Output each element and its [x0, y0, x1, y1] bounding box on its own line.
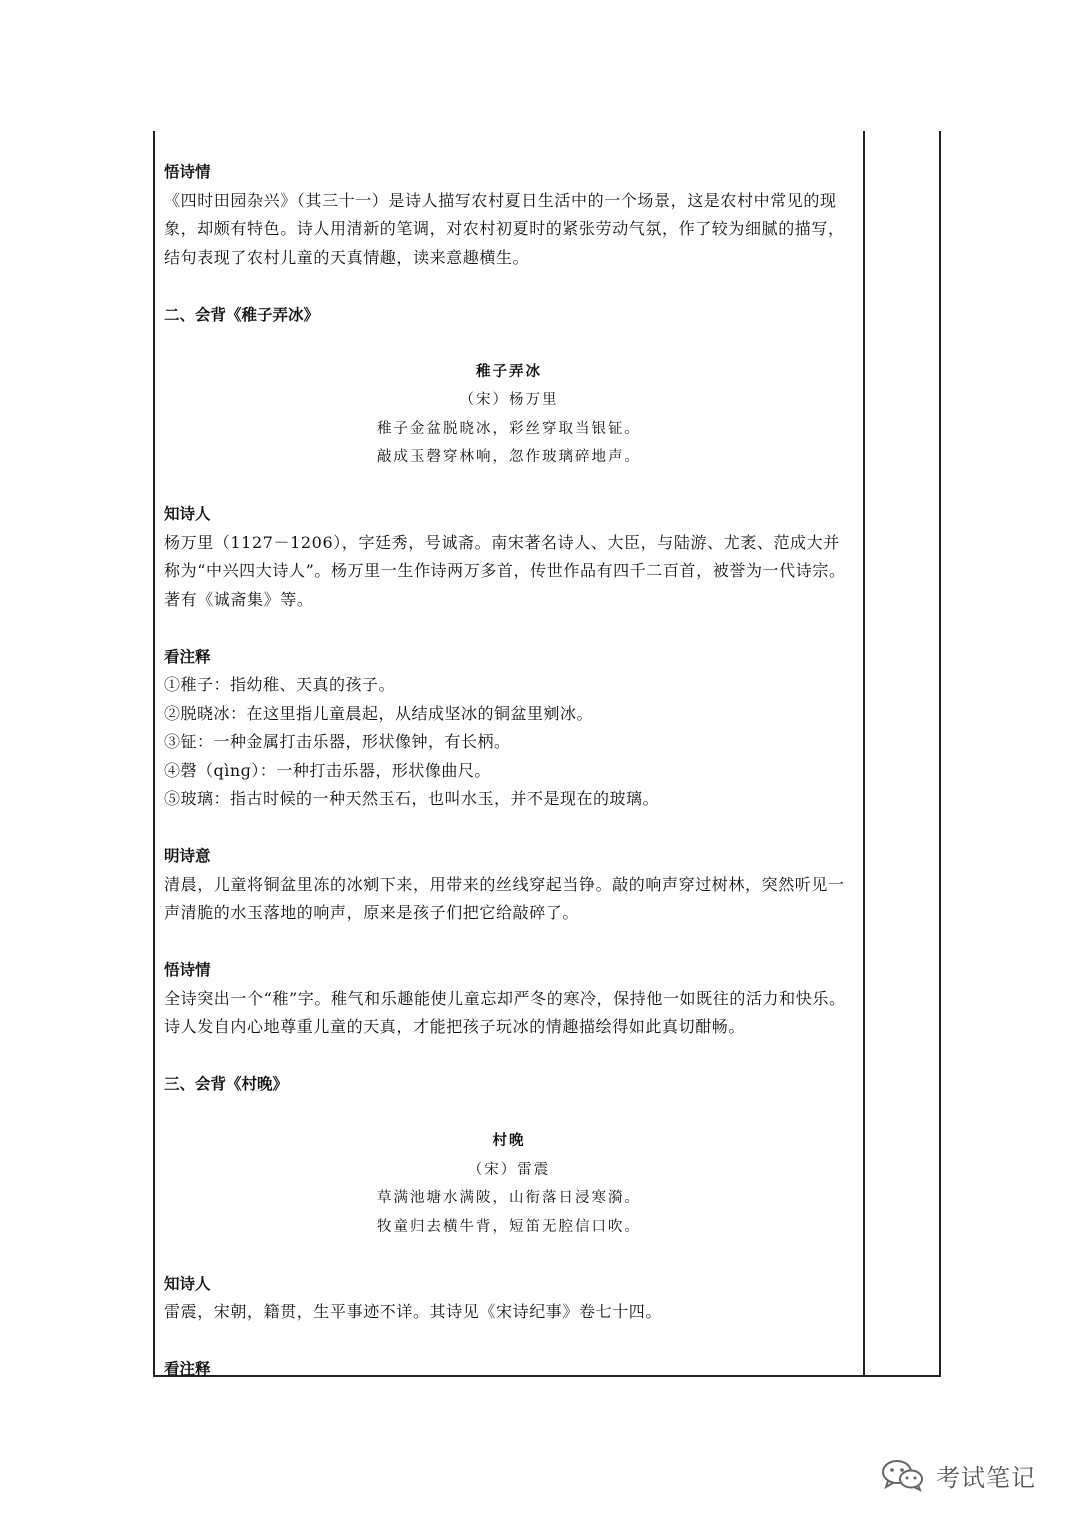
poem-block — [164, 1127, 854, 1241]
section-heading: 明诗意 — [164, 847, 211, 865]
section-heading: 看注释 — [164, 1360, 211, 1378]
poem-line: 牧童归去横牛背，短笛无腔信口吹。 — [377, 1218, 641, 1235]
note-item: ⑤玻璃：指古时候的一种天然玉石，也叫水玉，并不是现在的玻璃。 — [164, 789, 660, 808]
note-item: ②脱晓冰：在这里指儿童晨起，从结成坚冰的铜盆里剜冰。 — [164, 703, 594, 723]
document-content — [164, 158, 854, 1384]
poem-author: （宋）杨万里 — [459, 392, 559, 408]
poem-title: 村晚 — [492, 1133, 526, 1149]
section-heading: 知诗人 — [164, 1274, 211, 1293]
poem-title: 稚子弄冰 — [476, 363, 542, 380]
poem-author: （宋）雷震 — [467, 1161, 551, 1178]
note-item: ④磬（qìnɡ）：一种打击乐器，形状像曲尺。 — [164, 760, 491, 780]
paragraph: 清晨，儿童将铜盆里冻的冰剜下来，用带来的丝线穿起当铮。敲的响声穿过树林，突然听见一声清脆的水玉落地的响声，原来是孩子们把它给敲碎了。 — [164, 874, 845, 922]
paragraph: 《四时田园杂兴》（其三十一）是诗人描写农村夏日生活中的一个场景，这是农村中常见的现象，却颇有特色。诗人用清新的笔调，对农村初夏时的紧张劳动气氛，作了较为细腻的描写，结句表现了农村儿童的天真情趣，读来意趣横生。 — [164, 190, 845, 267]
section-title: 三、会背《村晚》 — [164, 1075, 289, 1093]
poem-block — [164, 358, 854, 472]
section-title: 二、会背《稚子弄冰》 — [164, 305, 320, 324]
poem-line: 草满池塘水满陂，山衔落日浸寒漪。 — [377, 1190, 641, 1206]
paragraph: 杨万里（1127－1206），字廷秀，号诚斋。南宋著名诗人、大臣，与陆游、尤袤、范成大并称为“中兴四大诗人”。杨万里一生作诗两万多首，传世作品有四千二百首，被誉为一代诗宗。著有《诚斋集》等。 — [164, 532, 846, 609]
section-heading: 悟诗情 — [164, 163, 211, 181]
watermark-text: 考试笔记 — [936, 1463, 1036, 1492]
poem-line: 稚子金盆脱晓冰，彩丝穿取当银钲。 — [377, 420, 641, 437]
wechat-icon — [880, 1458, 926, 1492]
table-border-right — [939, 131, 941, 1377]
note-item: ③钲：一种金属打击乐器，形状像钟，有长柄。 — [164, 732, 511, 751]
table-border-left — [153, 131, 155, 1377]
section-heading: 看注释 — [164, 647, 211, 666]
watermark — [880, 1455, 1070, 1495]
paragraph: 全诗突出一个“稚”字。稚气和乐趣能使儿童忘却严冬的寒冷，保持他一如既往的活力和快乐。诗人发自内心地尊重儿童的天真，才能把孩子玩冰的情趣描绘得如此真切酣畅。 — [164, 988, 846, 1036]
section-heading: 悟诗情 — [164, 961, 211, 979]
paragraph: 雷震，宋朝，籍贯，生平事迹不详。其诗见《宋诗纪事》卷七十四。 — [164, 1302, 663, 1321]
table-border-middle — [863, 131, 865, 1377]
poem-line: 敲成玉磬穿林响，忽作玻璃碎地声。 — [377, 449, 641, 465]
note-item: ①稚子：指幼稚、天真的孩子。 — [164, 675, 396, 694]
section-heading: 知诗人 — [164, 505, 211, 523]
